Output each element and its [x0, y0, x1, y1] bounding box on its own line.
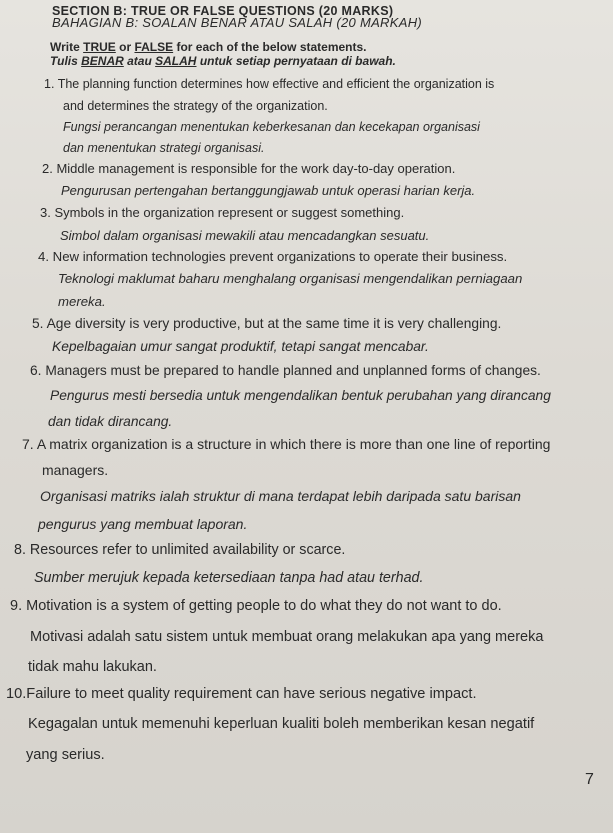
instruction-en-prefix: Write	[50, 40, 84, 54]
question-5-number: 5.	[32, 316, 44, 331]
question-8-en	[14, 542, 345, 558]
question-3-en	[40, 205, 404, 220]
instruction-ms-true: BENAR	[81, 54, 124, 68]
question-1-number: 1.	[44, 77, 55, 91]
question-3-number: 3.	[40, 205, 51, 220]
page-number: 7	[585, 771, 594, 788]
question-10-ms-line-2: yang serius.	[26, 747, 105, 763]
instruction-en-or: or	[115, 40, 135, 54]
question-9-en	[10, 598, 502, 614]
question-1-en-line-2: and determines the strategy of the organization.	[63, 99, 328, 113]
question-7-ms-line-1: Organisasi matriks ialah struktur di mana terdapat lebih daripada satu barisan	[40, 488, 521, 504]
question-8-ms: Sumber merujuk kepada ketersediaan tanpa had atau terhad.	[34, 570, 424, 586]
question-7-en-line-1	[22, 436, 550, 452]
question-3-ms: Simbol dalam organisasi mewakili atau mencadangkan sesuatu.	[60, 228, 430, 243]
question-2-ms: Pengurusan pertengahan bertanggungjawab untuk operasi harian kerja.	[61, 183, 476, 198]
question-8-en-text: Resources refer to unlimited availability or scarce.	[29, 542, 346, 558]
question-7-ms-line-2: pengurus yang membuat laporan.	[38, 516, 248, 532]
question-10-ms-line-1: Kegagalan untuk memenuhi keperluan kualiti boleh memberikan kesan negatif	[28, 716, 535, 732]
question-7-en-text: A matrix organization is a structure in which there is more than one line of reporting	[36, 436, 551, 452]
question-9-number: 9.	[10, 598, 23, 614]
question-6-ms-line-2: dan tidak dirancang.	[48, 414, 173, 429]
question-5-ms: Kepelbagaian umur sangat produktif, tetapi sangat mencabar.	[52, 339, 429, 354]
question-2-en	[42, 161, 455, 176]
question-10-number: 10.	[6, 686, 27, 702]
question-1-en-line-1	[44, 77, 494, 91]
question-1-ms-line-2: dan menentukan strategi organisasi.	[63, 141, 265, 155]
question-6-number: 6.	[30, 363, 42, 378]
question-10-en	[6, 686, 477, 702]
section-title-ms: BAHAGIAN B: SOALAN BENAR ATAU SALAH (20 MARKAH)	[52, 15, 423, 30]
question-4-number: 4.	[38, 249, 49, 264]
instruction-en	[50, 40, 367, 54]
question-8-number: 8.	[14, 542, 26, 558]
question-2-en-text: Middle management is responsible for the work day-to-day operation.	[56, 161, 456, 176]
question-4-en-text: New information technologies prevent organizations to operate their business.	[52, 249, 508, 264]
question-4-en	[38, 249, 507, 264]
question-9-en-text: Motivation is a system of getting people to do what they do not want to do.	[26, 598, 502, 614]
section-title-en: SECTION B: TRUE OR FALSE QUESTIONS (20 MARKS)	[52, 4, 394, 18]
question-5-en-text: Age diversity is very productive, but at the same time it is very challenging.	[46, 316, 502, 331]
question-10-en-text: Failure to meet quality requirement can have serious negative impact.	[26, 686, 477, 702]
instruction-ms-prefix: Tulis	[50, 54, 82, 68]
question-1-en-text: The planning function determines how effective and efficient the organization is	[57, 77, 495, 91]
question-3-en-text: Symbols in the organization represent or suggest something.	[54, 205, 405, 220]
instruction-ms-or: atau	[123, 54, 156, 68]
question-7-number: 7.	[22, 436, 34, 452]
question-6-en	[30, 363, 541, 378]
question-6-en-text: Managers must be prepared to handle planned and unplanned forms of changes.	[45, 363, 541, 378]
question-7-en-line-2: managers.	[42, 462, 109, 478]
question-1-ms-line-1: Fungsi perancangan menentukan keberkesanan dan kecekapan organisasi	[63, 120, 480, 134]
question-5-en	[32, 316, 501, 331]
instruction-en-false: FALSE	[134, 40, 174, 54]
question-9-ms-line-1: Motivasi adalah satu sistem untuk membuat orang melakukan apa yang mereka	[30, 629, 544, 645]
instruction-ms-suffix: untuk setiap pernyataan di bawah.	[196, 54, 396, 68]
question-4-ms-line-2: mereka.	[58, 294, 106, 309]
instruction-en-suffix: for each of the below statements.	[173, 40, 367, 54]
question-6-ms-line-1: Pengurus mesti bersedia untuk mengendalikan bentuk perubahan yang dirancang	[50, 388, 551, 403]
instruction-ms	[50, 54, 396, 68]
instruction-ms-false: SALAH	[155, 54, 197, 68]
question-2-number: 2.	[42, 161, 53, 176]
instruction-en-true: TRUE	[83, 40, 116, 54]
question-4-ms-line-1: Teknologi maklumat baharu menghalang organisasi mengendalikan perniagaan	[58, 271, 523, 286]
question-9-ms-line-2: tidak mahu lakukan.	[28, 659, 157, 675]
